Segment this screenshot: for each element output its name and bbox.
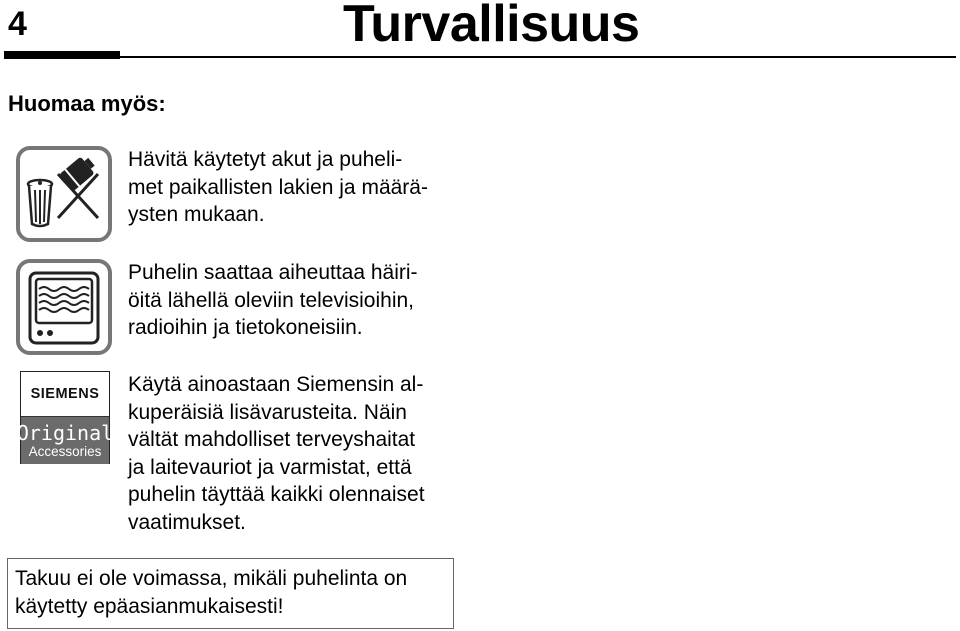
warranty-warning-box: Takuu ei ole voimassa, mikäli puhelinta on käytetty epäasianmukaisesti! — [7, 558, 454, 629]
siemens-original-accessories-logo — [16, 371, 114, 464]
crossed-out-waste-bin-icon — [16, 146, 112, 242]
interference-warning-text: Puhelin saattaa aiheuttaa häiri- öitä lähellä oleviin televisioihin, radioihin ja tietokoneisiin. — [128, 261, 418, 339]
disposal-instructions-text: Hävitä käytetyt akut ja puheli- met paikallisten lakien ja määrä- ysten mukaan. — [128, 148, 428, 226]
section-heading: Huomaa myös: — [8, 91, 166, 116]
page-title: Turvallisuus — [343, 0, 640, 53]
title-rule — [120, 56, 956, 58]
page-number-rule — [4, 51, 120, 59]
logo-accessories-label: Accessories — [28, 443, 102, 459]
page-number: 4 — [8, 5, 27, 43]
siemens-logo-brand: SIEMENS — [21, 372, 109, 417]
television-interference-icon — [16, 259, 112, 355]
accessories-advice-text: Käytä ainoastaan Siemensin al- kuperäisiä lisävarusteita. Näin vältät mahdolliset terveyshaitat ja laitevauriot ja varmistat, että puhelin täyttää kaikki olennaiset vaatimukset. — [128, 373, 425, 534]
logo-original-label: Original — [16, 420, 114, 445]
